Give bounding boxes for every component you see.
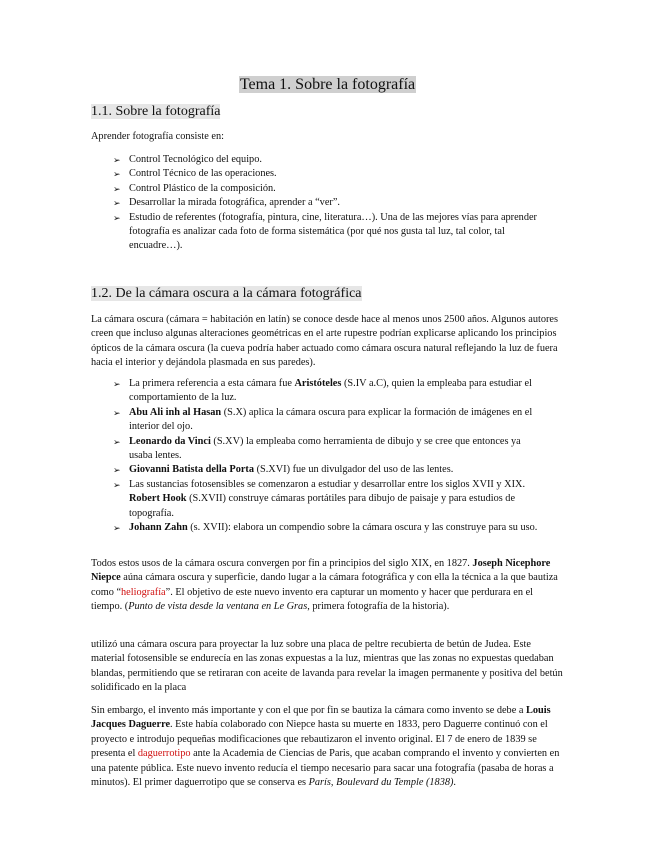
arrow-bullet-icon: ➢ — [113, 155, 121, 165]
arrow-bullet-icon: ➢ — [113, 379, 121, 389]
list-item: ➢ Estudio de referentes (fotografía, pintura, cine, literatura…). Una de las mejores vías para aprender fotografía es analizar cada foto de forma sistemática (por qué nos gusta tal luz, tal color, tal encuadre…). — [113, 211, 537, 252]
list-item: ➢ Control Técnico de las operaciones. — [113, 167, 545, 181]
arrow-bullet-icon: ➢ — [113, 436, 121, 447]
section-heading-1: 1.1. Sobre la fotografía — [91, 104, 221, 119]
section-1-intro: Aprender fotografía consiste en: — [91, 131, 224, 142]
list-item: ➢ Giovanni Batista della Porta (S.XVI) fue un divulgador del uso de las lentes. — [113, 463, 545, 477]
section-2-list — [113, 377, 545, 535]
arrow-bullet-icon: ➢ — [113, 169, 121, 180]
arrow-bullet-icon: ➢ — [113, 407, 121, 418]
paragraph-daguerre: Sin embargo, el invento más importante y con el que por fin se bautiza la cámara como invento se debe a Louis Jacques Daguerre. Este había colaborado con Niepce hasta su muerte en 1833, pero Daguerre continuó con el proyecto e introdujo pequeñas modificaciones que rebautizaron el invento original. El 7 de enero de 1839 se presenta el daguerrotipo ante la Academia de Ciencias de Paris, que acaban comprando el invento y convierten en una patente pública. Este nuevo invento reducía el tiempo necesario para sacar una fotografía (pasaba de horas a minutos). El primer daguerrotipo que se conserva es París, Boulevard du Temple (1838). — [91, 705, 560, 789]
list-item: ➢ Las sustancias fotosensibles se comenzaron a estudiar y desarrollar entre los siglos XVII y XIX. Robert Hook (S.XVII) construye cámaras portátiles para dibujo de paisaje y para estudios de topografía. — [113, 478, 526, 519]
list-item: ➢ Control Tecnológico del equipo. — [113, 153, 545, 167]
arrow-bullet-icon: ➢ — [113, 465, 121, 476]
paragraph-betun: utilizó una cámara oscura para proyectar la luz sobre una placa de peltre recubierta de betún de Judea. Este material fotosensible se endurecía en las zonas expuestas a la luz, mientras que las zonas no expuestas quedaban blandas, permitiendo que se retiraran con aceite de lavanda para revelar la imagen permanente y positiva del betún solidificado en la placa — [91, 639, 563, 694]
arrow-bullet-icon: ➢ — [113, 212, 121, 223]
section-1-list — [113, 153, 545, 254]
arrow-bullet-icon: ➢ — [113, 198, 121, 209]
arrow-bullet-icon: ➢ — [113, 183, 121, 194]
section-heading-2: 1.2. De la cámara oscura a la cámara fotográfica — [91, 286, 362, 301]
list-item: ➢ Desarrollar la mirada fotográfica, aprender a “ver”. — [113, 196, 545, 210]
list-item: ➢ Leonardo da Vinci (S.XV) la empleaba como herramienta de dibujo y se cree que entonces ya usaba lentes. — [113, 435, 521, 462]
list-item: ➢ Control Plástico de la composición. — [113, 182, 545, 196]
list-item: ➢ Abu Ali inh al Hasan (S.X) aplica la cámara oscura para explicar la formación de imágenes en el interior del ojo. — [113, 406, 533, 433]
list-item: ➢ Johann Zahn (s. XVII): elabora un compendio sobre la cámara oscura y las construye para su uso. — [113, 521, 545, 535]
list-item: ➢ La primera referencia a esta cámara fue Aristóteles (S.IV a.C), quien la empleaba para estudiar el comportamiento de la luz. — [113, 378, 532, 404]
arrow-bullet-icon: ➢ — [113, 523, 121, 534]
page-title: Tema 1. Sobre la fotografía — [239, 76, 416, 93]
paragraph-niepce: Todos estos usos de la cámara oscura convergen por fin a principios del siglo XIX, en 1827. Joseph Nicephore Niepce aúna cámara oscura y superficie, dando lugar a la cámara fotográfica y con ella la técnica a la que bautiza como “heliografía”. El objetivo de este nuevo invento era capturar un momento y hacer que perdurara en el tiempo. (Punto de vista desde la ventana en Le Gras, primera fotografía de la historia). — [91, 558, 558, 613]
section-2-intro: La cámara oscura (cámara = habitación en latín) se conoce desde hace al menos unos 2500 años. Algunos autores creen que incluso algunas alteraciones geométricas en el arte rupestre podrían explicarse aplicando los principios ópticos de la cámara oscura (la cueva podría haber actuado como cámara oscura natural reflejando la luz de fuera hacia el interior y dejándola plasmada en sus paredes). — [91, 314, 558, 369]
arrow-bullet-icon: ➢ — [113, 479, 121, 490]
